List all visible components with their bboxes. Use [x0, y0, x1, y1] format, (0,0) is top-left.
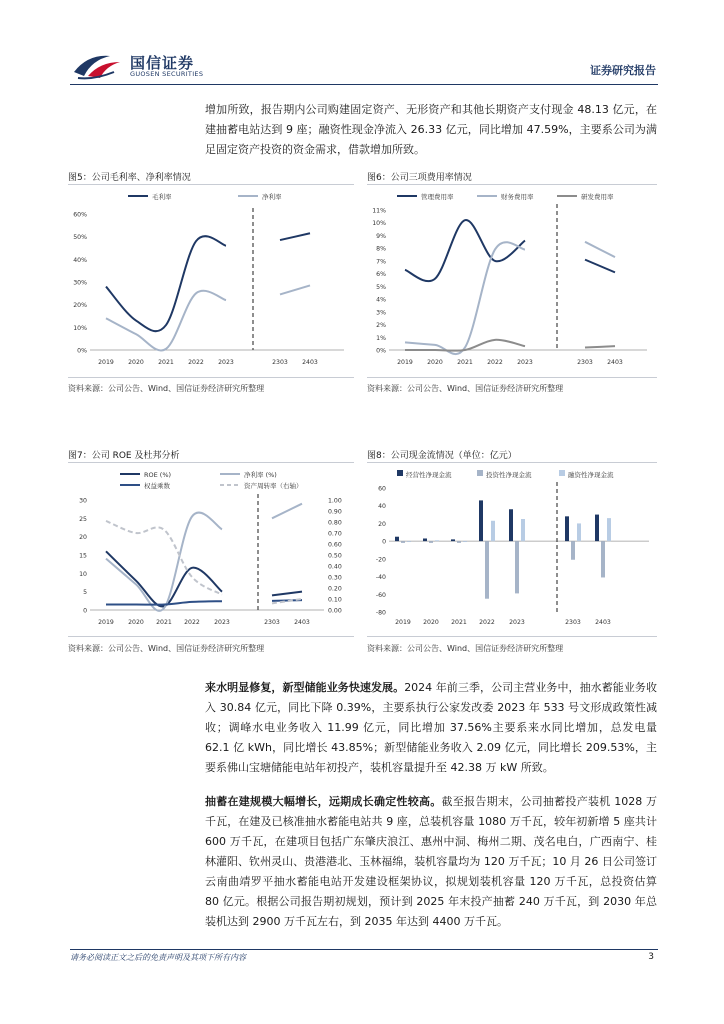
fig7-ytick-label: 5: [83, 589, 87, 597]
fig8-legend-label-1: 投资性净现金流: [486, 471, 532, 479]
fig6-xtick-label: 2020: [427, 359, 443, 366]
fig7-y2tick-label: 0.60: [328, 541, 342, 549]
fig8-xtick-label: 2403: [595, 619, 611, 626]
fig7-title: 图7：公司 ROE 及杜邦分析: [68, 451, 180, 461]
fig7-series-line-0: [106, 551, 222, 606]
fig8-bar: [457, 541, 461, 543]
fig7-y2tick-label: 0.80: [328, 519, 342, 527]
logo-mark-icon: [70, 50, 128, 82]
fig7-series-line-2: [106, 601, 222, 604]
fig8-bar: [565, 516, 569, 541]
fig6-ytick-label: 10%: [372, 220, 386, 228]
fig7-xtick-label: 2021: [156, 619, 172, 626]
fig5-xtick-label: 2023: [218, 359, 234, 366]
fig7-y2tick-label: 0.00: [328, 607, 342, 615]
fig6-ytick-label: 0%: [376, 347, 386, 355]
fig8-xtick-label: 2020: [423, 619, 439, 626]
fig5-title: 图5：公司毛利率、净利率情况: [68, 173, 191, 183]
fig6-chart: [367, 188, 657, 372]
fig7-series-line-quarterly-0: [272, 592, 302, 596]
fig6-title: 图6：公司三项费用率情况: [367, 173, 472, 183]
fig7-y2tick-label: 0.90: [328, 508, 342, 516]
fig6-ytick-label: 8%: [376, 245, 386, 253]
fig7-xtick-label: 2020: [128, 619, 144, 626]
fig5-bottom-rule: [68, 377, 354, 378]
fig6-xtick-label: 2021: [457, 359, 473, 366]
fig7-y2tick-label: 1.00: [328, 497, 342, 505]
header-divider: [70, 84, 658, 85]
fig6-legend-label-0: 管理费用率: [421, 193, 454, 201]
fig5-ytick-label: 60%: [73, 211, 87, 219]
fig6-legend-label-2: 研发费用率: [581, 193, 614, 201]
fig6-ytick-label: 2%: [376, 322, 386, 330]
fig8-bar: [521, 519, 525, 541]
fig8-bar: [395, 537, 399, 541]
fig7-ytick-label: 25: [79, 515, 87, 523]
fig8-bar: [429, 541, 433, 543]
fig5-ytick-label: 40%: [73, 256, 87, 264]
fig6-xtick-label: 2403: [607, 359, 623, 366]
report-type: 证券研究报告: [590, 64, 656, 77]
fig5-xtick-label: 2403: [302, 359, 318, 366]
fig6-ytick-label: 1%: [376, 334, 386, 342]
fig5-xtick-label: 2019: [98, 359, 114, 366]
fig6-series-line-1: [405, 242, 525, 354]
fig8-bar: [607, 518, 611, 541]
fig5-xtick-label: 2303: [272, 359, 288, 366]
fig7-series-line-quarterly-1: [272, 504, 302, 519]
fig7-legend-label-0: ROE (%): [144, 471, 172, 479]
fig7-xtick-label: 2019: [98, 619, 114, 626]
body-paragraph-1: [205, 678, 657, 778]
fig8-bar: [595, 515, 599, 542]
fig7-ytick-label: 20: [79, 534, 87, 542]
p2-heading: 抽蓄在建规模大幅增长，远期成长确定性较高。: [205, 795, 442, 808]
intro-paragraph: 增加所致，报告期内公司购建固定资产、无形资产和其他长期资产支付现金 48.13 亿元，在建抽蓄电站达到 9 座；融资性现金净流入 26.33 亿元，同比增加 47.59%，主要系公司为满足固定资产投资的资金需求，借款增加所致。: [205, 103, 657, 156]
fig6-top-rule: [367, 184, 657, 185]
fig8-xtick-label: 2019: [395, 619, 411, 626]
fig5-legend-label-1: 净利率: [262, 193, 282, 201]
fig8-ytick-label: -40: [375, 574, 386, 582]
fig8-title: 图8：公司现金流情况（单位：亿元）: [367, 451, 517, 461]
fig8-ytick-label: 40: [378, 503, 386, 511]
fig8-bar: [515, 541, 519, 593]
fig7-y2tick-label: 0.70: [328, 530, 342, 538]
fig6-bottom-rule: [367, 377, 657, 378]
fig8-bar: [491, 521, 495, 541]
fig8-ytick-label: 20: [378, 520, 386, 528]
fig8-top-rule: [367, 462, 657, 463]
fig5-ytick-label: 10%: [73, 324, 87, 332]
fig5-series-line-0: [106, 236, 226, 331]
fig8-bar: [571, 541, 575, 560]
fig8-legend-swatch-2: [559, 470, 565, 476]
fig7-bottom-rule: [68, 636, 354, 637]
fig6-series-line-0: [405, 220, 525, 281]
body-paragraph-2: [205, 792, 657, 932]
fig6-ytick-label: 3%: [376, 309, 386, 317]
fig5-series-line-quarterly-1: [280, 285, 310, 294]
fig6-ytick-label: 11%: [372, 207, 386, 215]
fig5-xtick-label: 2020: [128, 359, 144, 366]
fig8-legend-label-0: 经营性净现金流: [406, 471, 452, 479]
fig8-bar: [485, 541, 489, 599]
fig5-xtick-label: 2021: [158, 359, 174, 366]
fig6-series-line-quarterly-0: [585, 260, 615, 273]
fig8-bar: [463, 541, 467, 542]
fig6-ytick-label: 9%: [376, 232, 386, 240]
fig8-ytick-label: 60: [378, 485, 386, 493]
fig8-ytick-label: 0: [382, 538, 386, 546]
fig6-source: 资料来源：公司公告、Wind、国信证券经济研究所整理: [367, 384, 564, 393]
fig8-chart: [367, 466, 657, 632]
fig8-bar: [451, 539, 455, 541]
fig8-bar: [479, 500, 483, 541]
fig7-legend-label-3: 资产周转率（右轴）: [244, 482, 303, 490]
fig8-legend-label-2: 融资性净现金流: [568, 471, 614, 479]
fig7-xtick-label: 2303: [264, 619, 280, 626]
fig8-xtick-label: 2022: [479, 619, 495, 626]
fig6-xtick-label: 2022: [487, 359, 503, 366]
fig6-ytick-label: 7%: [376, 258, 386, 266]
fig5-ytick-label: 30%: [73, 279, 87, 287]
fig7-y2tick-label: 0.20: [328, 585, 342, 593]
fig6-xtick-label: 2303: [577, 359, 593, 366]
fig6-ytick-label: 6%: [376, 271, 386, 279]
fig6-series-line-2: [405, 340, 525, 351]
fig7-series-line-3: [106, 521, 222, 595]
fig8-bar: [401, 541, 405, 543]
fig6-series-line-quarterly-2: [585, 346, 615, 347]
fig5-ytick-label: 20%: [73, 302, 87, 310]
fig6-ytick-label: 4%: [376, 296, 386, 304]
fig8-ytick-label: -60: [375, 591, 386, 599]
fig6-series-line-quarterly-1: [585, 242, 615, 257]
fig7-y2tick-label: 0.30: [328, 574, 342, 582]
fig8-bar: [407, 541, 411, 542]
fig7-y2tick-label: 0.40: [328, 563, 342, 571]
fig5-series-line-1: [106, 291, 226, 351]
fig8-ytick-label: -20: [375, 556, 386, 564]
p1-text: 2024 年前三季，公司主营业务中，抽水蓄能业务收入 30.84 亿元，同比下降 0.39%，主要系执行公家发改委 2023 年 533 号文形成政策性减收；调峰水电业务收入 11.99 亿元，同比增加 37.56%主要系来水同比增加，总发电量 62.1 亿 kWh，同比增长 43.85%；新型储能业务收入 2.09 亿元，同比增长 209.53%，主要系佛山宝塘储能电站年初投产，装机容量提升至 42.38 万 kW 所致。: [205, 681, 657, 774]
fig8-xtick-label: 2023: [509, 619, 525, 626]
fig6-legend-label-1: 财务费用率: [501, 193, 534, 201]
fig5-ytick-label: 50%: [73, 234, 87, 242]
fig6-ytick-label: 5%: [376, 283, 386, 291]
fig5-series-line-quarterly-0: [280, 233, 310, 240]
fig7-legend-label-1: 净利率 (%): [244, 471, 277, 479]
fig7-xtick-label: 2403: [294, 619, 310, 626]
fig8-bottom-rule: [367, 636, 657, 637]
fig7-xtick-label: 2023: [214, 619, 230, 626]
fig6-xtick-label: 2019: [397, 359, 413, 366]
fig7-y2tick-label: 0.50: [328, 552, 342, 560]
fig8-bar: [601, 541, 605, 577]
fig8-source: 资料来源：公司公告、Wind、国信证券经济研究所整理: [367, 644, 564, 653]
logo-chinese: 国信证券: [130, 54, 195, 72]
fig8-bar: [435, 540, 439, 541]
fig8-bar: [577, 523, 581, 541]
page-number: 3: [648, 952, 654, 962]
fig8-legend-swatch-1: [477, 470, 483, 476]
fig8-bar: [423, 538, 427, 541]
fig8-xtick-label: 2303: [565, 619, 581, 626]
fig8-legend-swatch-0: [397, 470, 403, 476]
fig7-legend-label-2: 权益乘数: [144, 482, 170, 490]
fig5-chart: [68, 188, 354, 372]
p1-heading: 来水明显修复，新型储能业务快速发展。: [205, 681, 405, 694]
fig5-xtick-label: 2022: [188, 359, 204, 366]
fig5-ytick-label: 0%: [77, 347, 87, 355]
fig5-source: 资料来源：公司公告、Wind、国信证券经济研究所整理: [68, 384, 265, 393]
fig7-chart: [68, 466, 354, 632]
fig7-ytick-label: 15: [79, 552, 87, 560]
fig7-ytick-label: 10: [79, 570, 87, 578]
fig7-xtick-label: 2022: [184, 619, 200, 626]
guosen-logo: [70, 50, 210, 82]
fig7-source: 资料来源：公司公告、Wind、国信证券经济研究所整理: [68, 644, 265, 653]
fig7-ytick-label: 30: [79, 497, 87, 505]
footer-divider: [70, 949, 658, 950]
fig7-series-line-1: [106, 513, 222, 611]
fig8-ytick-label: -80: [375, 609, 386, 617]
footer-disclaimer: 请务必阅读正文之后的免责声明及其项下所有内容: [70, 953, 246, 962]
fig5-legend-label-0: 毛利率: [152, 193, 172, 201]
p2-text: 截至报告期末，公司抽蓄投产装机 1028 万千瓦，在建及已核准抽水蓄能电站共 9 座，总装机容量 1080 万千瓦，较年初新增 5 座共计 600 万千瓦，在建项目包括广东肇庆浪江、惠州中洞、梅州二期、茂名电白，广西南宁、桂林灌阳、钦州灵山、贵港港北、玉林福绵，装机容量均为 120 万千瓦；10 月 26 日公司签订云南曲靖罗平抽水蓄能电站开发建设框架协议，拟规划装机容量 120 万千瓦，总投资估算 80 亿元。根据公司报告期初规划，预计到 2025 年末投产抽蓄 240 万千瓦，到 2030 年总装机达到 2900 万千瓦左右，到 2035 年达到 4400 万千瓦。: [205, 795, 657, 928]
fig7-ytick-label: 0: [83, 607, 87, 615]
fig8-xtick-label: 2021: [451, 619, 467, 626]
fig6-xtick-label: 2023: [517, 359, 533, 366]
fig8-bar: [509, 509, 513, 541]
fig7-top-rule: [68, 462, 354, 463]
logo-english: GUOSEN SECURITIES: [130, 70, 204, 78]
fig7-y2tick-label: 0.10: [328, 596, 342, 604]
fig5-top-rule: [68, 184, 354, 185]
